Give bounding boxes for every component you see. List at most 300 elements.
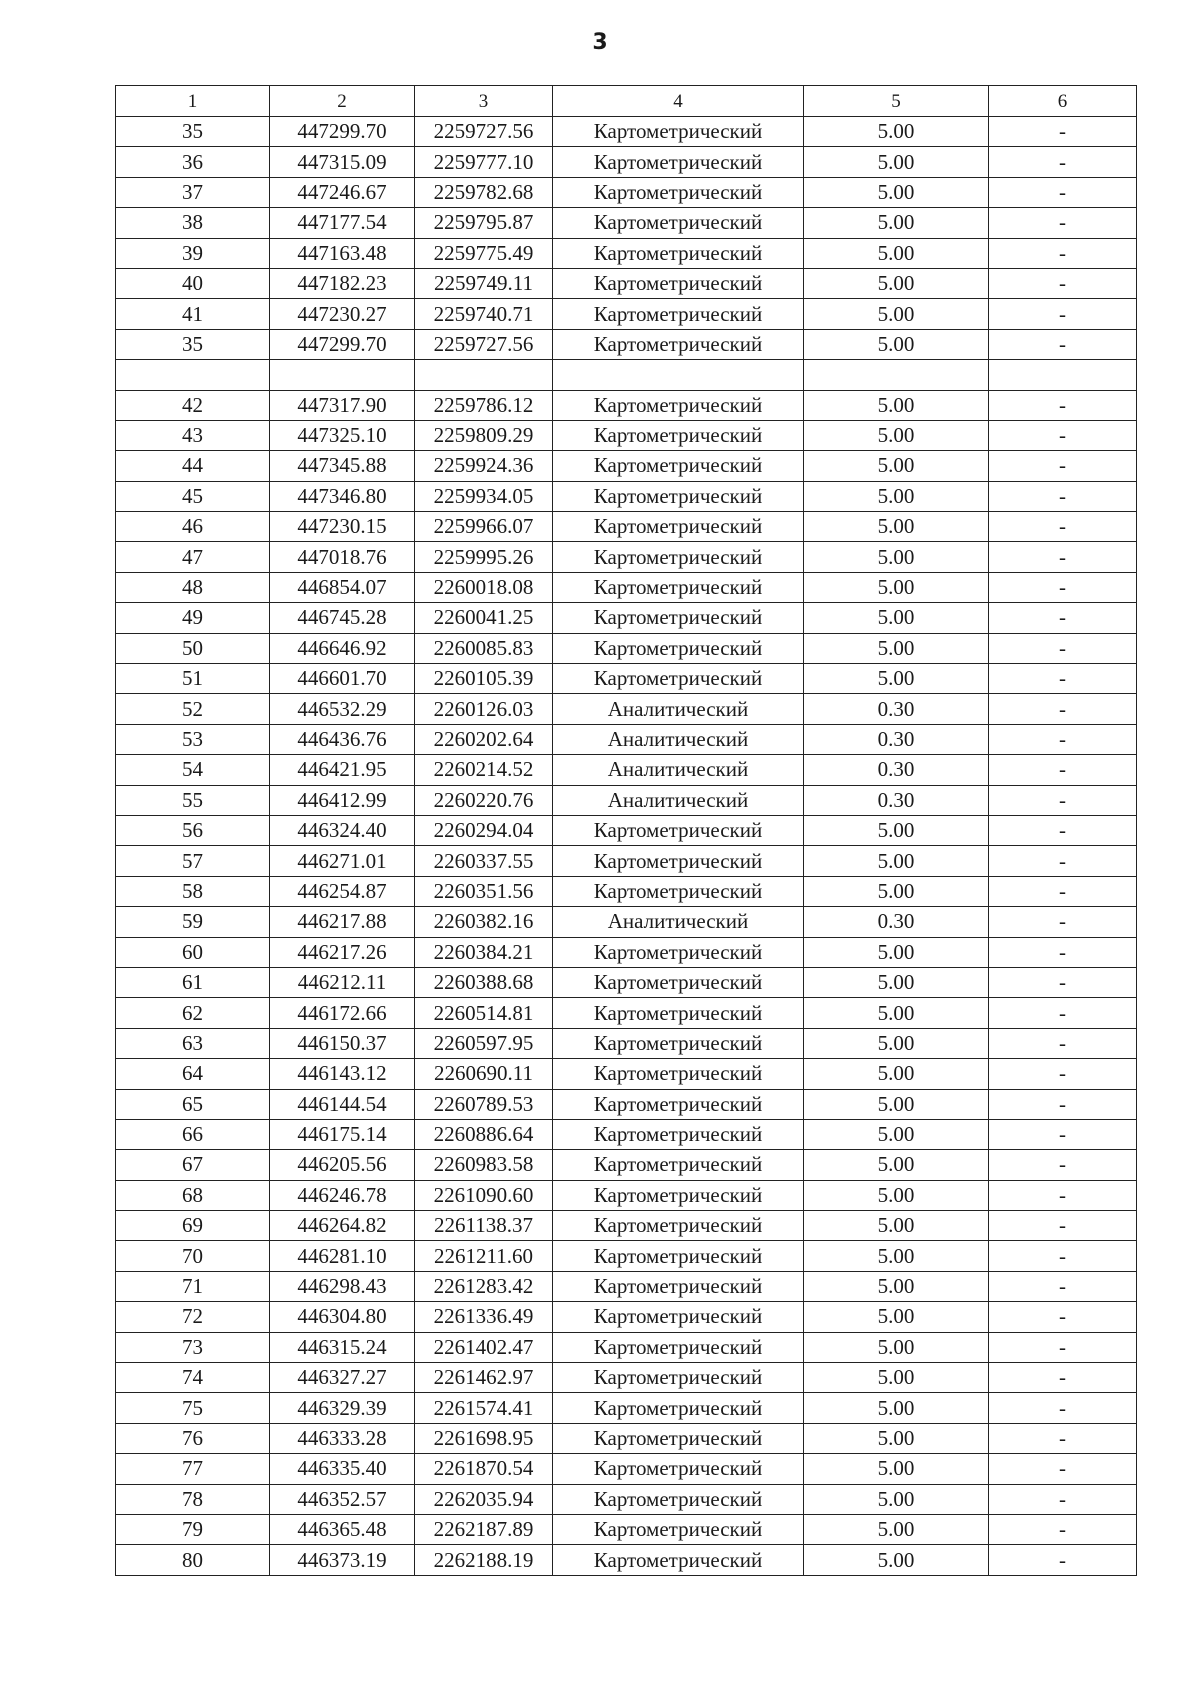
point-number-cell: 77 [116, 1454, 270, 1484]
y-coordinate-cell: 2259795.87 [415, 208, 553, 238]
y-coordinate-cell: 2261283.42 [415, 1271, 553, 1301]
table-row [116, 1180, 1137, 1210]
description-cell: - [989, 1423, 1137, 1453]
x-coordinate-cell: 446254.87 [270, 876, 415, 906]
accuracy-cell: 5.00 [804, 664, 989, 694]
accuracy-cell: 5.00 [804, 1302, 989, 1332]
y-coordinate-cell: 2260041.25 [415, 603, 553, 633]
description-cell: - [989, 299, 1137, 329]
method-cell: Картометрический [553, 876, 804, 906]
method-cell: Картометрический [553, 299, 804, 329]
accuracy-cell: 5.00 [804, 633, 989, 663]
description-cell: - [989, 1119, 1137, 1149]
description-cell: - [989, 694, 1137, 724]
x-coordinate-cell [270, 360, 415, 390]
description-cell: - [989, 329, 1137, 359]
table-row [116, 694, 1137, 724]
method-cell: Картометрический [553, 390, 804, 420]
y-coordinate-cell: 2261870.54 [415, 1454, 553, 1484]
table-row [116, 1059, 1137, 1089]
point-number-cell: 54 [116, 755, 270, 785]
point-number-cell: 40 [116, 268, 270, 298]
x-coordinate-cell: 446745.28 [270, 603, 415, 633]
method-cell: Картометрический [553, 451, 804, 481]
y-coordinate-cell: 2260220.76 [415, 785, 553, 815]
method-cell: Картометрический [553, 1302, 804, 1332]
description-cell: - [989, 1545, 1137, 1575]
x-coordinate-cell: 446646.92 [270, 633, 415, 663]
method-cell: Картометрический [553, 1028, 804, 1058]
x-coordinate-cell: 446143.12 [270, 1059, 415, 1089]
x-coordinate-cell: 446281.10 [270, 1241, 415, 1271]
method-cell: Картометрический [553, 1454, 804, 1484]
x-coordinate-cell: 446412.99 [270, 785, 415, 815]
table-row [116, 1028, 1137, 1058]
point-number-cell: 63 [116, 1028, 270, 1058]
x-coordinate-cell: 447163.48 [270, 238, 415, 268]
table-row [116, 1150, 1137, 1180]
point-number-cell: 46 [116, 512, 270, 542]
method-cell: Картометрический [553, 1393, 804, 1423]
point-number-cell: 59 [116, 907, 270, 937]
column-header: 5 [804, 86, 989, 117]
point-number-cell: 68 [116, 1180, 270, 1210]
point-number-cell: 79 [116, 1514, 270, 1544]
y-coordinate-cell: 2260789.53 [415, 1089, 553, 1119]
description-cell: - [989, 177, 1137, 207]
y-coordinate-cell: 2260983.58 [415, 1150, 553, 1180]
x-coordinate-cell: 446217.26 [270, 937, 415, 967]
point-number-cell: 53 [116, 724, 270, 754]
x-coordinate-cell: 447299.70 [270, 117, 415, 147]
method-cell: Картометрический [553, 177, 804, 207]
y-coordinate-cell: 2259727.56 [415, 329, 553, 359]
accuracy-cell: 0.30 [804, 694, 989, 724]
accuracy-cell: 0.30 [804, 785, 989, 815]
table-row [116, 117, 1137, 147]
y-coordinate-cell: 2261138.37 [415, 1211, 553, 1241]
point-number-cell [116, 360, 270, 390]
y-coordinate-cell: 2259727.56 [415, 117, 553, 147]
description-cell: - [989, 633, 1137, 663]
y-coordinate-cell: 2259749.11 [415, 268, 553, 298]
x-coordinate-cell: 446172.66 [270, 998, 415, 1028]
method-cell: Картометрический [553, 117, 804, 147]
y-coordinate-cell: 2259775.49 [415, 238, 553, 268]
y-coordinate-cell: 2260294.04 [415, 815, 553, 845]
description-cell: - [989, 512, 1137, 542]
accuracy-cell: 5.00 [804, 177, 989, 207]
accuracy-cell: 5.00 [804, 876, 989, 906]
accuracy-cell: 5.00 [804, 420, 989, 450]
x-coordinate-cell: 447345.88 [270, 451, 415, 481]
y-coordinate-cell: 2260214.52 [415, 755, 553, 785]
x-coordinate-cell: 446264.82 [270, 1211, 415, 1241]
y-coordinate-cell: 2259777.10 [415, 147, 553, 177]
point-number-cell: 55 [116, 785, 270, 815]
point-number-cell: 71 [116, 1271, 270, 1301]
x-coordinate-cell: 446327.27 [270, 1363, 415, 1393]
x-coordinate-cell: 446298.43 [270, 1271, 415, 1301]
point-number-cell: 66 [116, 1119, 270, 1149]
description-cell: - [989, 1332, 1137, 1362]
accuracy-cell: 5.00 [804, 603, 989, 633]
description-cell: - [989, 1271, 1137, 1301]
table-row [116, 420, 1137, 450]
point-number-cell: 72 [116, 1302, 270, 1332]
x-coordinate-cell: 447317.90 [270, 390, 415, 420]
description-cell: - [989, 208, 1137, 238]
table-row [116, 1545, 1137, 1575]
method-cell: Картометрический [553, 1332, 804, 1362]
point-number-cell: 80 [116, 1545, 270, 1575]
point-number-cell: 56 [116, 815, 270, 845]
point-number-cell: 73 [116, 1332, 270, 1362]
description-cell: - [989, 1150, 1137, 1180]
y-coordinate-cell: 2261090.60 [415, 1180, 553, 1210]
description-cell: - [989, 238, 1137, 268]
x-coordinate-cell: 446144.54 [270, 1089, 415, 1119]
x-coordinate-cell: 446365.48 [270, 1514, 415, 1544]
accuracy-cell: 5.00 [804, 815, 989, 845]
point-number-cell: 58 [116, 876, 270, 906]
x-coordinate-cell: 446246.78 [270, 1180, 415, 1210]
accuracy-cell: 5.00 [804, 1211, 989, 1241]
point-number-cell: 43 [116, 420, 270, 450]
y-coordinate-cell: 2260886.64 [415, 1119, 553, 1149]
description-cell: - [989, 1211, 1137, 1241]
x-coordinate-cell: 447325.10 [270, 420, 415, 450]
method-cell: Картометрический [553, 633, 804, 663]
table-row [116, 755, 1137, 785]
column-header: 1 [116, 86, 270, 117]
x-coordinate-cell: 447177.54 [270, 208, 415, 238]
point-number-cell: 69 [116, 1211, 270, 1241]
y-coordinate-cell: 2259740.71 [415, 299, 553, 329]
point-number-cell: 78 [116, 1484, 270, 1514]
table-row [116, 208, 1137, 238]
description-cell: - [989, 117, 1137, 147]
accuracy-cell: 5.00 [804, 1150, 989, 1180]
y-coordinate-cell: 2259809.29 [415, 420, 553, 450]
page-number: 3 [592, 30, 608, 55]
accuracy-cell: 5.00 [804, 329, 989, 359]
x-coordinate-cell: 447299.70 [270, 329, 415, 359]
x-coordinate-cell: 446421.95 [270, 755, 415, 785]
point-number-cell: 61 [116, 967, 270, 997]
table-row [116, 512, 1137, 542]
accuracy-cell: 5.00 [804, 1484, 989, 1514]
x-coordinate-cell: 446532.29 [270, 694, 415, 724]
method-cell: Картометрический [553, 1150, 804, 1180]
method-cell: Картометрический [553, 208, 804, 238]
method-cell: Аналитический [553, 694, 804, 724]
description-cell: - [989, 572, 1137, 602]
table-body [116, 86, 1137, 1576]
accuracy-cell: 5.00 [804, 299, 989, 329]
table-row [116, 147, 1137, 177]
method-cell: Аналитический [553, 785, 804, 815]
x-coordinate-cell: 446304.80 [270, 1302, 415, 1332]
table-row [116, 967, 1137, 997]
x-coordinate-cell: 447246.67 [270, 177, 415, 207]
accuracy-cell: 5.00 [804, 481, 989, 511]
point-number-cell: 36 [116, 147, 270, 177]
accuracy-cell: 5.00 [804, 512, 989, 542]
point-number-cell: 65 [116, 1089, 270, 1119]
method-cell: Картометрический [553, 603, 804, 633]
y-coordinate-cell: 2262188.19 [415, 1545, 553, 1575]
description-cell: - [989, 1089, 1137, 1119]
x-coordinate-cell: 446329.39 [270, 1393, 415, 1423]
description-cell: - [989, 1514, 1137, 1544]
description-cell: - [989, 937, 1137, 967]
table-row [116, 907, 1137, 937]
x-coordinate-cell: 447230.27 [270, 299, 415, 329]
point-number-cell: 47 [116, 542, 270, 572]
accuracy-cell: 5.00 [804, 1514, 989, 1544]
table-row [116, 937, 1137, 967]
table-row [116, 1089, 1137, 1119]
method-cell: Картометрический [553, 1180, 804, 1210]
method-cell: Картометрический [553, 1423, 804, 1453]
y-coordinate-cell: 2260018.08 [415, 572, 553, 602]
point-number-cell: 38 [116, 208, 270, 238]
x-coordinate-cell: 447230.15 [270, 512, 415, 542]
point-number-cell: 70 [116, 1241, 270, 1271]
table-row [116, 1454, 1137, 1484]
y-coordinate-cell: 2259966.07 [415, 512, 553, 542]
y-coordinate-cell: 2259934.05 [415, 481, 553, 511]
y-coordinate-cell: 2260690.11 [415, 1059, 553, 1089]
accuracy-cell: 5.00 [804, 1454, 989, 1484]
point-number-cell: 51 [116, 664, 270, 694]
method-cell: Картометрический [553, 846, 804, 876]
description-cell: - [989, 603, 1137, 633]
description-cell: - [989, 755, 1137, 785]
table-row [116, 1484, 1137, 1514]
method-cell: Картометрический [553, 1119, 804, 1149]
point-number-cell: 52 [116, 694, 270, 724]
x-coordinate-cell: 446854.07 [270, 572, 415, 602]
y-coordinate-cell: 2259782.68 [415, 177, 553, 207]
accuracy-cell: 5.00 [804, 1028, 989, 1058]
table-row [116, 1423, 1137, 1453]
accuracy-cell: 5.00 [804, 1393, 989, 1423]
y-coordinate-cell: 2261402.47 [415, 1332, 553, 1362]
point-number-cell: 60 [116, 937, 270, 967]
table-row [116, 603, 1137, 633]
table-row [116, 998, 1137, 1028]
y-coordinate-cell: 2260514.81 [415, 998, 553, 1028]
table-row [116, 177, 1137, 207]
method-cell: Картометрический [553, 1211, 804, 1241]
description-cell: - [989, 1180, 1137, 1210]
y-coordinate-cell: 2260202.64 [415, 724, 553, 754]
accuracy-cell: 5.00 [804, 1089, 989, 1119]
method-cell: Картометрический [553, 1514, 804, 1544]
description-cell: - [989, 1484, 1137, 1514]
method-cell: Картометрический [553, 1484, 804, 1514]
method-cell: Картометрический [553, 967, 804, 997]
x-coordinate-cell: 447315.09 [270, 147, 415, 177]
y-coordinate-cell: 2262187.89 [415, 1514, 553, 1544]
point-number-cell: 42 [116, 390, 270, 420]
description-cell: - [989, 724, 1137, 754]
y-coordinate-cell: 2260388.68 [415, 967, 553, 997]
x-coordinate-cell: 446335.40 [270, 1454, 415, 1484]
table-row [116, 542, 1137, 572]
point-number-cell: 67 [116, 1150, 270, 1180]
accuracy-cell: 0.30 [804, 755, 989, 785]
method-cell: Картометрический [553, 481, 804, 511]
method-cell: Картометрический [553, 512, 804, 542]
y-coordinate-cell: 2260085.83 [415, 633, 553, 663]
y-coordinate-cell: 2259995.26 [415, 542, 553, 572]
point-number-cell: 37 [116, 177, 270, 207]
accuracy-cell: 5.00 [804, 208, 989, 238]
table-row [116, 238, 1137, 268]
y-coordinate-cell: 2260382.16 [415, 907, 553, 937]
table-row [116, 1211, 1137, 1241]
column-header: 3 [415, 86, 553, 117]
y-coordinate-cell: 2261698.95 [415, 1423, 553, 1453]
method-cell: Картометрический [553, 147, 804, 177]
table-row [116, 1271, 1137, 1301]
point-number-cell: 57 [116, 846, 270, 876]
table-row [116, 1241, 1137, 1271]
method-cell: Картометрический [553, 815, 804, 845]
method-cell [553, 360, 804, 390]
method-cell: Картометрический [553, 664, 804, 694]
method-cell: Картометрический [553, 937, 804, 967]
table-row [116, 390, 1137, 420]
method-cell: Картометрический [553, 998, 804, 1028]
accuracy-cell: 5.00 [804, 1423, 989, 1453]
point-number-cell: 62 [116, 998, 270, 1028]
method-cell: Аналитический [553, 907, 804, 937]
table-row [116, 724, 1137, 754]
point-number-cell: 50 [116, 633, 270, 663]
table-row [116, 451, 1137, 481]
x-coordinate-cell: 447182.23 [270, 268, 415, 298]
x-coordinate-cell: 446175.14 [270, 1119, 415, 1149]
column-header: 6 [989, 86, 1137, 117]
y-coordinate-cell: 2262035.94 [415, 1484, 553, 1514]
accuracy-cell: 5.00 [804, 1363, 989, 1393]
method-cell: Картометрический [553, 329, 804, 359]
accuracy-cell: 5.00 [804, 117, 989, 147]
method-cell: Картометрический [553, 1271, 804, 1301]
table-row [116, 876, 1137, 906]
description-cell: - [989, 481, 1137, 511]
point-number-cell: 39 [116, 238, 270, 268]
point-number-cell: 76 [116, 1423, 270, 1453]
point-number-cell: 44 [116, 451, 270, 481]
accuracy-cell: 5.00 [804, 998, 989, 1028]
y-coordinate-cell: 2260597.95 [415, 1028, 553, 1058]
accuracy-cell: 5.00 [804, 390, 989, 420]
accuracy-cell: 0.30 [804, 907, 989, 937]
method-cell: Картометрический [553, 238, 804, 268]
table-row [116, 1514, 1137, 1544]
table-row [116, 1363, 1137, 1393]
y-coordinate-cell: 2261462.97 [415, 1363, 553, 1393]
method-cell: Картометрический [553, 572, 804, 602]
accuracy-cell: 5.00 [804, 846, 989, 876]
table-header-row [116, 86, 1137, 117]
description-cell: - [989, 420, 1137, 450]
y-coordinate-cell: 2261211.60 [415, 1241, 553, 1271]
x-coordinate-cell: 446324.40 [270, 815, 415, 845]
description-cell: - [989, 876, 1137, 906]
y-coordinate-cell [415, 360, 553, 390]
description-cell: - [989, 1454, 1137, 1484]
description-cell: - [989, 664, 1137, 694]
x-coordinate-cell: 446601.70 [270, 664, 415, 694]
table-row [116, 664, 1137, 694]
accuracy-cell: 5.00 [804, 1119, 989, 1149]
description-cell: - [989, 147, 1137, 177]
x-coordinate-cell: 446212.11 [270, 967, 415, 997]
x-coordinate-cell: 446271.01 [270, 846, 415, 876]
method-cell: Картометрический [553, 420, 804, 450]
table-row [116, 299, 1137, 329]
description-cell: - [989, 846, 1137, 876]
description-cell: - [989, 268, 1137, 298]
point-number-cell: 48 [116, 572, 270, 602]
x-coordinate-cell: 447018.76 [270, 542, 415, 572]
point-number-cell: 35 [116, 117, 270, 147]
method-cell: Картометрический [553, 1545, 804, 1575]
accuracy-cell: 5.00 [804, 967, 989, 997]
table-row [116, 1119, 1137, 1149]
description-cell: - [989, 1241, 1137, 1271]
method-cell: Аналитический [553, 755, 804, 785]
x-coordinate-cell: 446150.37 [270, 1028, 415, 1058]
x-coordinate-cell: 446217.88 [270, 907, 415, 937]
method-cell: Картометрический [553, 542, 804, 572]
description-cell: - [989, 1059, 1137, 1089]
table-row [116, 329, 1137, 359]
x-coordinate-cell: 446205.56 [270, 1150, 415, 1180]
table-row [116, 481, 1137, 511]
accuracy-cell: 5.00 [804, 1180, 989, 1210]
accuracy-cell: 5.00 [804, 572, 989, 602]
description-cell: - [989, 451, 1137, 481]
point-number-cell: 74 [116, 1363, 270, 1393]
column-header: 4 [553, 86, 804, 117]
accuracy-cell: 5.00 [804, 1059, 989, 1089]
accuracy-cell: 5.00 [804, 238, 989, 268]
description-cell: - [989, 390, 1137, 420]
description-cell: - [989, 1028, 1137, 1058]
description-cell: - [989, 815, 1137, 845]
point-number-cell: 75 [116, 1393, 270, 1423]
method-cell: Картометрический [553, 1089, 804, 1119]
y-coordinate-cell: 2259924.36 [415, 451, 553, 481]
point-number-cell: 49 [116, 603, 270, 633]
table-row [116, 785, 1137, 815]
y-coordinate-cell: 2260337.55 [415, 846, 553, 876]
method-cell: Аналитический [553, 724, 804, 754]
description-cell: - [989, 1302, 1137, 1332]
column-header: 2 [270, 86, 415, 117]
accuracy-cell: 5.00 [804, 1545, 989, 1575]
y-coordinate-cell: 2259786.12 [415, 390, 553, 420]
y-coordinate-cell: 2261574.41 [415, 1393, 553, 1423]
description-cell: - [989, 967, 1137, 997]
